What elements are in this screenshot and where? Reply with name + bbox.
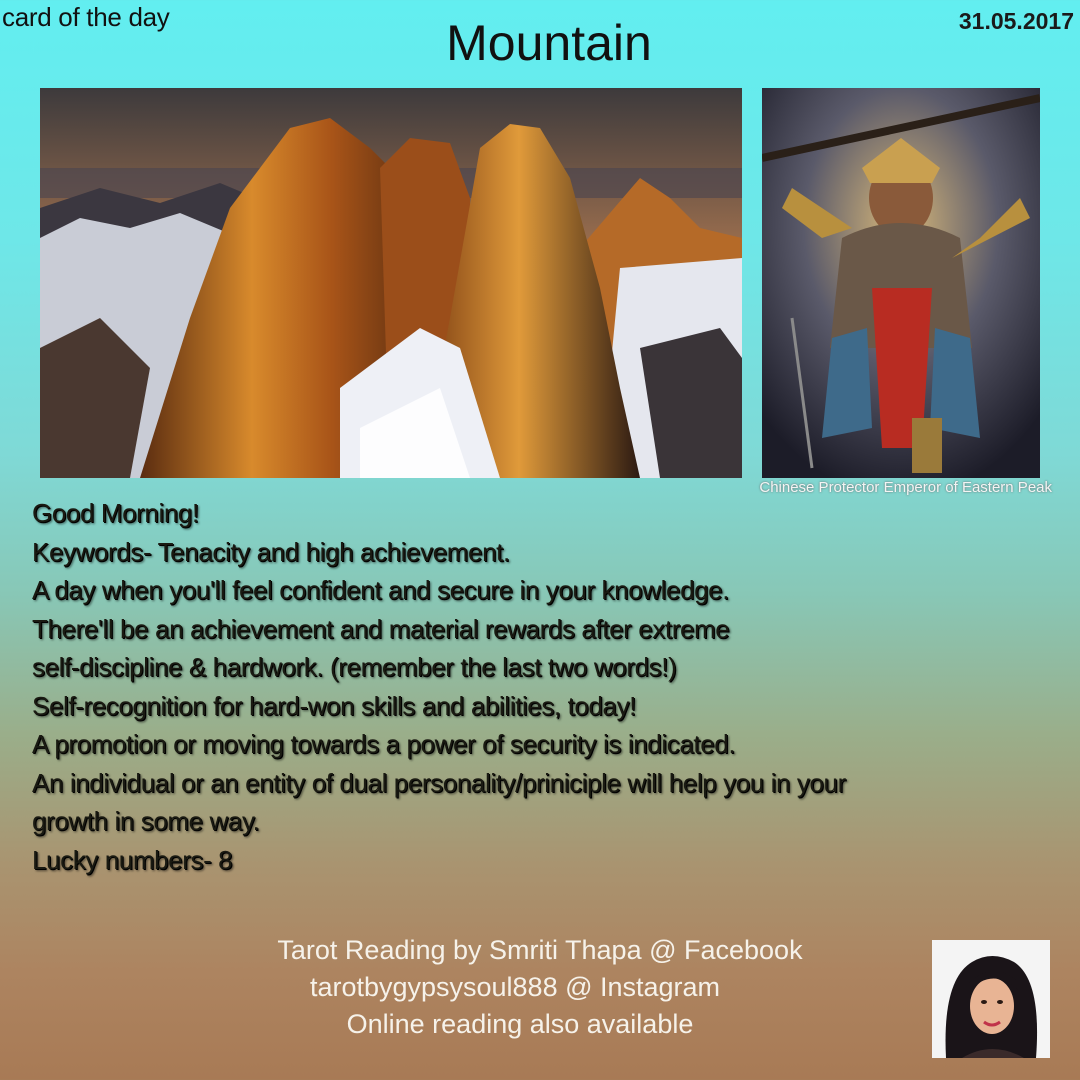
date-label: 31.05.2017 bbox=[958, 8, 1074, 34]
card-title: Mountain bbox=[446, 15, 652, 71]
credit-facebook: Tarot Reading by Smriti Thapa @ Facebook bbox=[277, 935, 803, 965]
reading-line: growth in some way. bbox=[32, 806, 260, 836]
reading-line: Lucky numbers- 8 bbox=[32, 844, 233, 875]
image-caption: Chinese Protector Emperor of Eastern Peak bbox=[759, 479, 1052, 496]
reading-line: Keywords- Tenacity and high achievement. bbox=[32, 536, 510, 567]
credits bbox=[190, 932, 890, 1043]
reading-line: Good Morning! bbox=[32, 498, 199, 528]
card-of-the-day-label: card of the day bbox=[2, 2, 170, 32]
reading-line: A promotion or moving towards a power of security is indicated. bbox=[32, 729, 736, 759]
credit-instagram: tarotbygypsysoul888 @ Instagram bbox=[309, 972, 721, 1002]
reading-line: There'll be an achievement and material rewards after extreme bbox=[32, 613, 730, 644]
credit-online: Online reading also available bbox=[346, 1009, 694, 1039]
deity-illustration bbox=[762, 88, 1040, 478]
reading-line: Self-recognition for hard-won skills and abilities, today! bbox=[32, 690, 636, 721]
reading-line: A day when you'll feel confident and secure in your knowledge. bbox=[32, 575, 730, 605]
avatar bbox=[932, 940, 1050, 1058]
reading-line: self-discipline & hardwork. (remember the last two words!) bbox=[32, 652, 677, 682]
reading-line: An individual or an entity of dual personality/priniciple will help you in your bbox=[32, 767, 846, 798]
reading-text bbox=[32, 494, 1072, 879]
mountain-photo bbox=[40, 88, 742, 478]
